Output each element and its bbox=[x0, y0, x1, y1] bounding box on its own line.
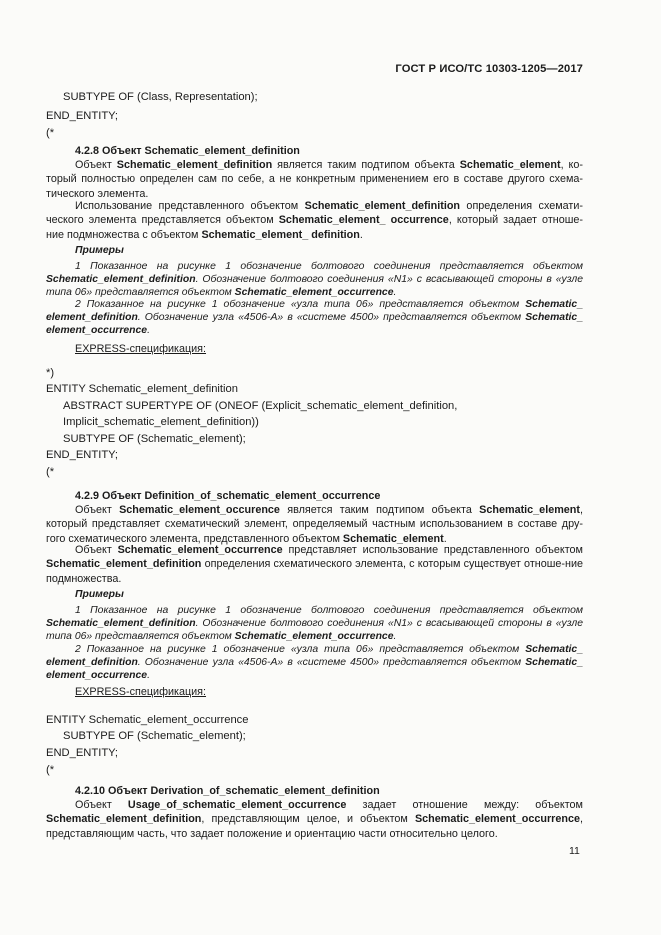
code-subtype-line: SUBTYPE OF (Schematic_element); bbox=[63, 433, 246, 445]
example-1: 1 Показанное на рисунке 1 обозначение болтового соединения представляется объектом Schematic_element_definition. Обозначение болтового соединения «N1» с всасывающей стороны в «узле типа 06» представляется объектом Schematic_element_occurrence. bbox=[46, 261, 583, 298]
examples-label: Примеры bbox=[75, 245, 124, 256]
code-comment-open: (* bbox=[46, 127, 55, 139]
code-comment-open: (* bbox=[46, 764, 55, 776]
example-1: 1 Показанное на рисунке 1 обозначение болтового соединения представляется объектом Schematic_element_definition. Обозначение болтового соединения «N1» с всасывающей стороны в «узле типа 06» представляется объектом Schematic_element_occurrence. bbox=[46, 605, 583, 642]
examples-label: Примеры bbox=[75, 589, 124, 600]
express-spec-label: EXPRESS-спецификация: bbox=[75, 343, 207, 355]
section-4-2-9-para-2: Объект Schematic_element_occurrence представляет использование представленного объектом Schematic_element_definition определения схематического элемента, с которым существует отноше-ние подмножества. bbox=[46, 544, 583, 585]
code-entity-line: ENTITY Schematic_element_occurrence bbox=[46, 714, 249, 726]
example-2: 2 Показанное на рисунке 1 обозначение «узла типа 06» представляется объектом Schematic_ element_definition. Обозначение узла «4506-А» в «системе 4500» представляется объектом Schematic_ element_occurrence. bbox=[46, 644, 583, 681]
code-end-entity: END_ENTITY; bbox=[46, 747, 119, 759]
document-header: ГОСТ Р ИСО/ТС 10303-1205—2017 bbox=[395, 63, 583, 75]
code-comment-close: *) bbox=[46, 367, 55, 379]
express-spec-label: EXPRESS-спецификация: bbox=[75, 686, 207, 698]
section-4-2-10-para-1: Объект Usage_of_schematic_element_occurrence задает отношение между: объектом Schematic_element_definition, представляющим целое, и объектом Schematic_element_occurrence, представляющим часть, что задает положение и ориентацию части относительно целого. bbox=[46, 799, 583, 840]
page-number: 11 bbox=[569, 845, 580, 857]
code-abstract-line-1: ABSTRACT SUPERTYPE OF (ONEOF (Explicit_schematic_element_definition, bbox=[63, 400, 458, 412]
section-4-2-9-para-1: Объект Schematic_element_occurence является таким подтипом объекта Schematic_element, который представляет схематический элемент, определяемый частным использованием в составе дру-гого схематического элемента, представленного объектом Schematic_element. bbox=[46, 504, 583, 545]
section-4-2-8-heading: 4.2.8 Объект Schematic_element_definition bbox=[75, 145, 300, 157]
code-subtype-line: SUBTYPE OF (Class, Representation); bbox=[63, 91, 258, 103]
code-comment-open: (* bbox=[46, 466, 55, 478]
section-4-2-9-heading: 4.2.9 Объект Definition_of_schematic_element_occurrence bbox=[75, 490, 381, 502]
example-2: 2 Показанное на рисунке 1 обозначение «узла типа 06» представляется объектом Schematic_ element_definition. Обозначение узла «4506-А» в «системе 4500» представляется объектом Schematic_ element_occurrence. bbox=[46, 299, 583, 336]
code-entity-line: ENTITY Schematic_element_definition bbox=[46, 383, 238, 395]
section-4-2-8-para-1: Объект Schematic_element_definition является таким подтипом объекта Schematic_element, ко-торый полностью определен сам по себе, а не конкретным применением его в составе другого схема-тического элемента. bbox=[46, 159, 583, 200]
section-4-2-10-heading: 4.2.10 Объект Derivation_of_schematic_element_definition bbox=[75, 785, 380, 797]
code-end-entity: END_ENTITY; bbox=[46, 449, 119, 461]
code-end-entity: END_ENTITY; bbox=[46, 110, 119, 122]
code-subtype-line: SUBTYPE OF (Schematic_element); bbox=[63, 730, 246, 742]
code-abstract-line-2: Implicit_schematic_element_definition)) bbox=[63, 416, 259, 428]
section-4-2-8-para-2: Использование представленного объектом Schematic_element_definition определения схемати-ческого элемента представляется объектом Schematic_element_ occurrence, который задает отноше-ние подмножества с объектом Schematic_element_ definition. bbox=[46, 200, 583, 241]
